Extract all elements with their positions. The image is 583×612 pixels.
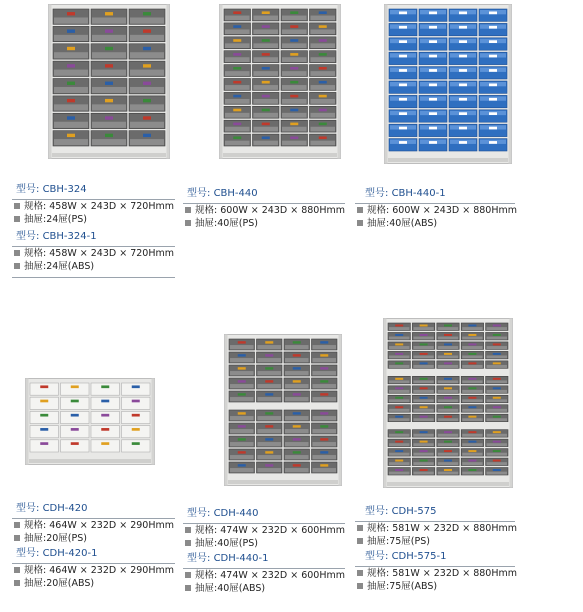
- bullet-square-icon: [14, 535, 20, 541]
- drawer-cabinet-icon: [383, 318, 513, 488]
- bullet-square-icon: [14, 567, 20, 573]
- model-line: 型号: CBH-324: [16, 184, 87, 195]
- cabinet-image-cdh-420: [25, 378, 155, 465]
- bullet-square-icon: [14, 580, 20, 586]
- bullet-square-icon: [185, 572, 191, 578]
- bullet-square-icon: [14, 522, 20, 528]
- model-number: CDH-575: [391, 506, 437, 517]
- bullet-square-icon: [357, 583, 363, 589]
- drawer-value: 40屉(PS): [217, 538, 258, 549]
- model-line: 型号: CDH-420-1: [16, 548, 98, 559]
- drawer-line: 抽屉:40屉(ABS): [183, 582, 345, 595]
- model-line: 型号: CDH-440-1: [187, 553, 269, 564]
- cabinet-image-cbh-440-1: [384, 4, 512, 164]
- spec-value: 474W × 232D × 600Hmm: [220, 525, 345, 536]
- spec-value: 464W × 232D × 290Hmm: [49, 520, 174, 531]
- product-cbh-324: [12, 183, 175, 278]
- spec-value: 600W × 243D × 880Hmm: [220, 205, 345, 216]
- spec-value: 464W × 232D × 290Hmm: [49, 565, 174, 576]
- model-line: 型号: CBH-440-1: [365, 188, 446, 199]
- model-line: 型号: CDH-575-1: [365, 551, 447, 562]
- spec-line: 规格: 464W × 232D × 290Hmm: [12, 564, 175, 577]
- drawer-value: 75屉(PS): [389, 536, 430, 547]
- model-number: CDH-420: [42, 503, 88, 514]
- drawer-value: 24屉(PS): [46, 214, 87, 225]
- model-number: CBH-440: [213, 188, 258, 199]
- spec-line: 规格: 458W × 243D × 720Hmm: [12, 247, 175, 260]
- drawer-line: 抽屉:24屉(ABS): [12, 260, 175, 273]
- bullet-square-icon: [185, 207, 191, 213]
- drawer-line: 抽屉:24屉(PS): [12, 213, 175, 226]
- drawer-line: 抽屉:75屉(PS): [355, 535, 515, 548]
- product-cdh-575: [355, 505, 515, 593]
- product-cdh-420: [12, 502, 175, 590]
- model-line: 型号: CDH-440: [187, 508, 259, 519]
- drawer-value: 20屉(ABS): [46, 578, 95, 589]
- bullet-square-icon: [357, 570, 363, 576]
- drawer-cabinet-icon: [48, 4, 170, 159]
- drawer-line: 抽屉:20屉(ABS): [12, 577, 175, 590]
- drawer-line: 抽屉:40屉(PS): [183, 217, 345, 230]
- spec-value: 600W × 243D × 880Hmm: [392, 205, 517, 216]
- divider: [12, 277, 175, 278]
- bullet-square-icon: [357, 207, 363, 213]
- spec-line: 规格: 474W × 232D × 600Hmm: [183, 524, 345, 537]
- bullet-square-icon: [14, 250, 20, 256]
- drawer-line: 抽屉:40屉(ABS): [355, 217, 515, 230]
- bullet-square-icon: [357, 220, 363, 226]
- model-line: 型号: CDH-420: [16, 503, 88, 514]
- product-cdh-440: [183, 507, 345, 595]
- spec-line: 规格: 600W × 243D × 880Hmm: [355, 204, 515, 217]
- model-number: CBH-324-1: [42, 231, 97, 242]
- drawer-cabinet-icon: [219, 4, 341, 159]
- model-number: CDH-575-1: [391, 551, 447, 562]
- drawer-cabinet-icon: [224, 334, 342, 486]
- bullet-square-icon: [185, 527, 191, 533]
- drawer-cabinet-icon: [384, 4, 512, 164]
- spec-value: 474W × 232D × 600Hmm: [220, 570, 345, 581]
- cabinet-image-cdh-575: [383, 318, 513, 488]
- model-number: CBH-324: [42, 184, 87, 195]
- model-number: CBH-440-1: [391, 188, 446, 199]
- bullet-square-icon: [185, 540, 191, 546]
- bullet-square-icon: [357, 525, 363, 531]
- spec-line: 规格: 458W × 243D × 720Hmm: [12, 200, 175, 213]
- drawer-value: 75屉(ABS): [389, 581, 438, 592]
- drawer-value: 40屉(ABS): [217, 583, 266, 594]
- model-line: 型号: CDH-575: [365, 506, 437, 517]
- drawer-line: 抽屉:20屉(PS): [12, 532, 175, 545]
- spec-line: 规格: 600W × 243D × 880Hmm: [183, 204, 345, 217]
- spec-line: 规格: 474W × 232D × 600Hmm: [183, 569, 345, 582]
- drawer-value: 40屉(PS): [217, 218, 258, 229]
- model-number: CDH-420-1: [42, 548, 98, 559]
- spec-line: 规格: 581W × 232D × 880Hmm: [355, 522, 515, 535]
- bullet-square-icon: [185, 220, 191, 226]
- drawer-value: 24屉(ABS): [46, 261, 95, 272]
- spec-value: 458W × 243D × 720Hmm: [49, 248, 174, 259]
- bullet-square-icon: [357, 538, 363, 544]
- cabinet-image-cbh-324: [48, 4, 170, 159]
- model-number: CDH-440-1: [213, 553, 269, 564]
- product-cbh-440: [183, 187, 345, 230]
- cabinet-image-cbh-440: [219, 4, 341, 159]
- drawer-cabinet-icon: [25, 378, 155, 465]
- model-line: 型号: CBH-440: [187, 188, 258, 199]
- drawer-line: 抽屉:40屉(PS): [183, 537, 345, 550]
- model-number: CDH-440: [213, 508, 259, 519]
- spec-line: 规格: 464W × 232D × 290Hmm: [12, 519, 175, 532]
- bullet-square-icon: [185, 585, 191, 591]
- spec-line: 规格: 581W × 232D × 880Hmm: [355, 567, 515, 580]
- drawer-line: 抽屉:75屉(ABS): [355, 580, 515, 593]
- product-cbh-440-1: [355, 187, 515, 230]
- bullet-square-icon: [14, 216, 20, 222]
- bullet-square-icon: [14, 203, 20, 209]
- drawer-value: 40屉(ABS): [389, 218, 438, 229]
- spec-value: 581W × 232D × 880Hmm: [392, 523, 517, 534]
- drawer-value: 20屉(PS): [46, 533, 87, 544]
- model-line: 型号: CBH-324-1: [16, 231, 97, 242]
- bullet-square-icon: [14, 263, 20, 269]
- spec-value: 581W × 232D × 880Hmm: [392, 568, 517, 579]
- spec-value: 458W × 243D × 720Hmm: [49, 201, 174, 212]
- cabinet-image-cdh-440: [224, 334, 342, 486]
